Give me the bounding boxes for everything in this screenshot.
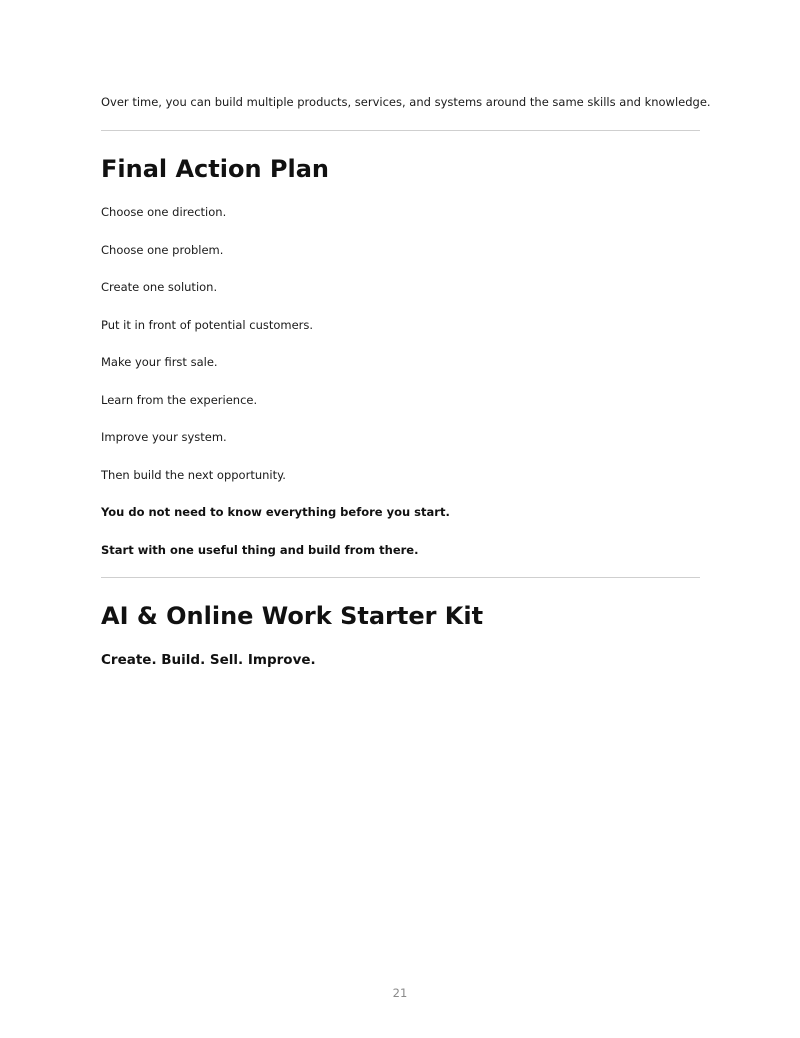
action-step: Choose one direction. (101, 205, 227, 219)
emphasis-line: You do not need to know everything before you start. (101, 505, 450, 519)
action-plan-steps (101, 204, 450, 579)
action-step: Make your first sale. (101, 355, 218, 369)
section-divider (101, 577, 700, 578)
action-step: Then build the next opportunity. (101, 467, 286, 482)
section-divider (101, 130, 700, 131)
action-step: Improve your system. (101, 430, 227, 444)
action-step: Put it in front of potential customers. (101, 317, 314, 332)
starter-kit-tagline: Create. Build. Sell. Improve. (101, 652, 316, 668)
starter-kit-heading: AI & Online Work Starter Kit (101, 602, 484, 630)
intro-paragraph: Over time, you can build multiple products, services, and systems around the same skills and knowledge. (101, 95, 711, 109)
action-plan-heading: Final Action Plan (101, 155, 330, 183)
action-step: Learn from the experience. (101, 392, 258, 407)
action-step: Create one solution. (101, 280, 218, 294)
emphasis-line: Start with one useful thing and build from there. (101, 542, 419, 557)
action-step: Choose one problem. (101, 242, 224, 257)
page-number: 21 (392, 986, 408, 1000)
